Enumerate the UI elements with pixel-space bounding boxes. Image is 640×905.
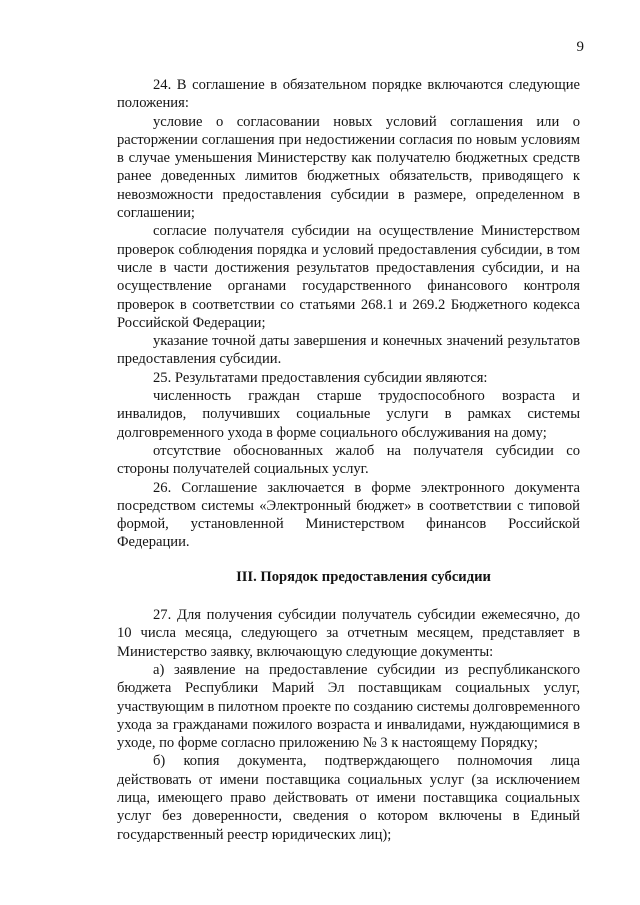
paragraph-24-condition-renegotiation: условие о согласовании новых условий соглашения или о расторжении соглашения при недостижении согласия по новым условиям в случае уменьшения Министерству как получателю бюджетных средств ранее доведенных лимитов бюджетных обязательств, приводящего к невозможности предоставления субсидии в размере, определенном в соглашении; — [117, 113, 580, 222]
paragraph-24-completion-date: указание точной даты завершения и конечных значений результатов предоставления субсидии. — [117, 333, 580, 368]
paragraph-25-result-count: численность граждан старше трудоспособного возраста и инвалидов, получивших социальные услуги в рамках системы долговременного ухода в форме социального обслуживания на дому; — [117, 388, 580, 441]
paragraph-27-item-b: б) копия документа, подтверждающего полномочия лица действовать от имени поставщика социальных услуг (за исключением лица, имеющего право действовать от имени поставщика социальных услуг без доверенности, сведения о котором включены в Единый государственный реестр юридических лиц); — [117, 753, 580, 843]
spacer — [117, 586, 580, 606]
paragraph-25-result-complaints: отсутствие обоснованных жалоб на получателя субсидии со стороны получателей социальных услуг. — [117, 442, 580, 478]
spacer — [117, 552, 580, 568]
paragraph-24-consent-inspections: согласие получателя субсидии на осуществление Министерством проверок соблюдения порядка и условий предоставления субсидии, в том числе в части достижения результатов предоставления субсидии, и на осуществление органами государственного финансового контроля проверок в соответствии со статьями 268.1 и 269.2 Бюджетного кодекса Российской Федерации; — [117, 223, 580, 331]
paragraph-24: 24. В соглашение в обязательном порядке включаются следующие положения: — [117, 77, 580, 112]
paragraph-26: 26. Соглашение заключается в форме электронного документа посредством системы «Электронный бюджет» в соответствии с типовой формой, установленной Министерством финансов Российской Федерации. — [117, 479, 580, 551]
section-heading: III. Порядок предоставления субсидии — [236, 568, 491, 585]
paragraph-27: 27. Для получения субсидии получатель субсидии ежемесячно, до 10 числа месяца, следующего за отчетным месяцем, представляет в Министерство заявку, включающую следующие документы: — [117, 607, 580, 660]
document-body — [117, 76, 580, 844]
page-number: 9 — [576, 39, 584, 55]
paragraph-25: 25. Результатами предоставления субсидии являются: — [153, 369, 488, 386]
paragraph-27-item-a: а) заявление на предоставление субсидии из республиканского бюджета Республики Марий Эл поставщикам социальных услуг, участвующим в пилотном проекте по созданию системы долговременного ухода за гражданами пожилого возраста и инвалидами, нуждающимися в уходе, по форме согласно приложению № 3 к настоящему Порядку; — [117, 661, 580, 752]
